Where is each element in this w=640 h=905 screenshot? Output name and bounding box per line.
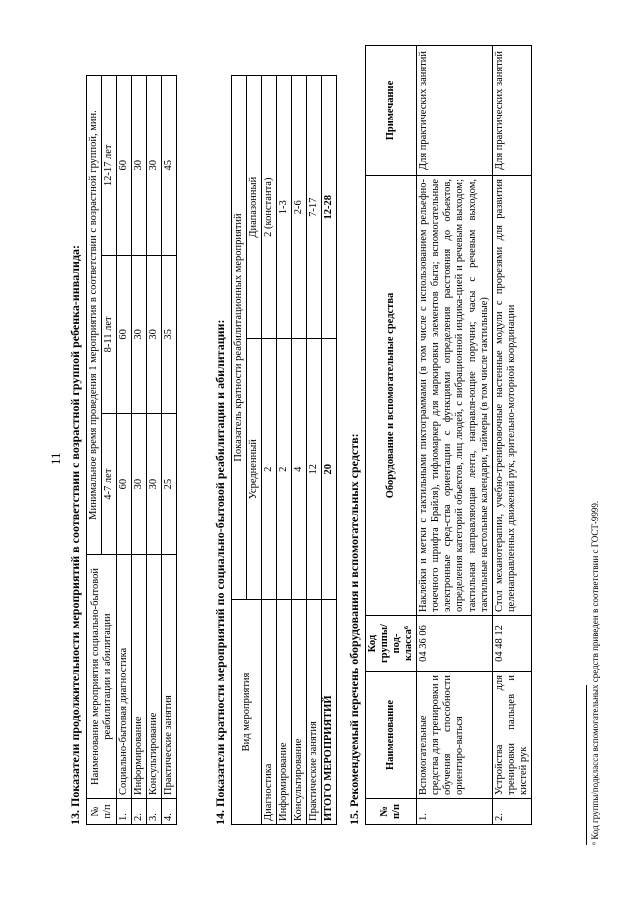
row-number: 1. — [417, 799, 492, 825]
average-value: 2 — [277, 339, 292, 600]
age-group-header: 12-17 лет — [102, 76, 117, 256]
duration-value: 60 — [117, 76, 132, 256]
footnote-divider — [586, 685, 587, 845]
activity-kind: Информирование — [277, 600, 292, 825]
row-number: 4. — [162, 799, 177, 825]
equipment-list: Наклейки и метки с тактильными пиктограммами (в том числе с использованием рельефно-точечного шрифта Брайля), тифломаркер для маркировки элементов быта; вспомогательные электронные сред-ства ориентации с функциями определения расстояния до объектов, определения категорий объектов, лиц людей, с вибрационной индика-цией и речевым выходом; тактильная направляющая лента, направля-ющие поручни; часы с речевым выходом, тактильные настольные календари, таймеры (в том числе тактильные) — [417, 176, 492, 616]
duration-value: 30 — [132, 76, 147, 256]
average-value: 4 — [292, 339, 307, 600]
group-code: 04 48 12 — [492, 616, 531, 672]
duration-value: 30 — [147, 255, 162, 414]
duration-value: 25 — [162, 414, 177, 555]
average-value: 12 — [307, 339, 322, 600]
footnote: ⁶ Код группы/подкласса вспомогательных средств приведен в соответствии с ГОСТ-9999. — [590, 500, 600, 845]
note: Для практических занятий — [492, 46, 531, 176]
col-average-header: Усредненный — [247, 339, 262, 600]
total-label: ИТОГО МЕРОПРИЯТИЙ — [322, 600, 337, 825]
activity-name: Информирование — [132, 555, 147, 799]
range-value: 2-6 — [292, 76, 307, 339]
range-value: 2 (константа) — [262, 76, 277, 339]
activity-kind: Консультирование — [292, 600, 307, 825]
duration-value: 60 — [117, 255, 132, 414]
col-number-header: № п/п — [366, 799, 417, 825]
table-row — [417, 46, 492, 825]
table-row — [147, 76, 162, 825]
col-name-header: Наименование — [366, 672, 417, 799]
row-number: 2. — [132, 799, 147, 825]
table-row — [132, 76, 147, 825]
duration-value: 35 — [162, 255, 177, 414]
duration-value: 45 — [162, 76, 177, 256]
total-range: 12-28 — [322, 76, 337, 339]
col-min-time-header: Минимальное время проведения 1 мероприятия в соответствии с возрастной группой, мин. — [87, 76, 102, 555]
equipment-name: Вспомогательные средства для тренировки и обучения способности ориентиро-ваться — [417, 672, 492, 799]
activity-name: Социально-бытовая диагностика — [117, 555, 132, 799]
col-note-header: Примечание — [366, 46, 417, 176]
table-row — [162, 76, 177, 825]
row-number: 1. — [117, 799, 132, 825]
age-group-header: 8-11 лет — [102, 255, 117, 414]
range-value: 7-17 — [307, 76, 322, 339]
table-row — [307, 76, 322, 825]
note: Для практических занятий — [417, 46, 492, 176]
range-value: 1-3 — [277, 76, 292, 339]
table-row — [277, 76, 292, 825]
col-number-header: № п/п — [87, 799, 117, 825]
duration-value: 30 — [147, 414, 162, 555]
col-activity-header: Наименование мероприятия социально-бытовой реабилитации и абилитации — [87, 555, 117, 799]
table-row — [117, 76, 132, 825]
table-durations — [86, 75, 177, 825]
col-range-header: Диапазонный — [247, 76, 262, 339]
table-total-row — [322, 76, 337, 825]
table-row — [262, 76, 277, 825]
equipment-list: Стол механотерапии, учебно-тренировочные настенные модули с прорезями для развития целенаправленных движений рук, зрительно-моторной координации — [492, 176, 531, 616]
col-equipment-header: Оборудование и вспомогательные средства — [366, 176, 417, 616]
table-row — [292, 76, 307, 825]
average-value: 2 — [262, 339, 277, 600]
duration-value: 60 — [117, 414, 132, 555]
row-number: 3. — [147, 799, 162, 825]
activity-name: Практические занятия — [162, 555, 177, 799]
duration-value: 30 — [147, 76, 162, 256]
page-number: 11 — [48, 452, 63, 465]
col-code-header: Код группы/под-класса⁶ — [366, 616, 417, 672]
total-average: 20 — [322, 339, 337, 600]
equipment-name: Устройства для тренировки пальцев и кистей рук — [492, 672, 531, 799]
duration-value: 30 — [132, 414, 147, 555]
col-index-header: Показатель кратности реабилитационных мероприятий — [232, 76, 247, 600]
activity-name: Консультирование — [147, 555, 162, 799]
age-group-header: 4-7 лет — [102, 414, 117, 555]
row-number: 2. — [492, 799, 531, 825]
section-13-title: 13. Показатели продолжительности мероприятий в соответствии с возрастной группой ребенка-инвалида: — [68, 244, 82, 825]
group-code: 04 36 06 — [417, 616, 492, 672]
section-14-title: 14. Показатели кратности мероприятий по социально-бытовой реабилитации и абилитации: — [213, 319, 227, 825]
activity-kind: Диагностика — [262, 600, 277, 825]
col-kind-header: Вид мероприятия — [232, 600, 262, 825]
table-frequency — [231, 75, 337, 825]
table-row — [492, 46, 531, 825]
section-15-title: 15. Рекомендуемый перечень оборудования и вспомогательных средств: — [347, 433, 361, 825]
activity-kind: Практические занятия — [307, 600, 322, 825]
table-equipment — [365, 45, 532, 825]
duration-value: 30 — [132, 255, 147, 414]
